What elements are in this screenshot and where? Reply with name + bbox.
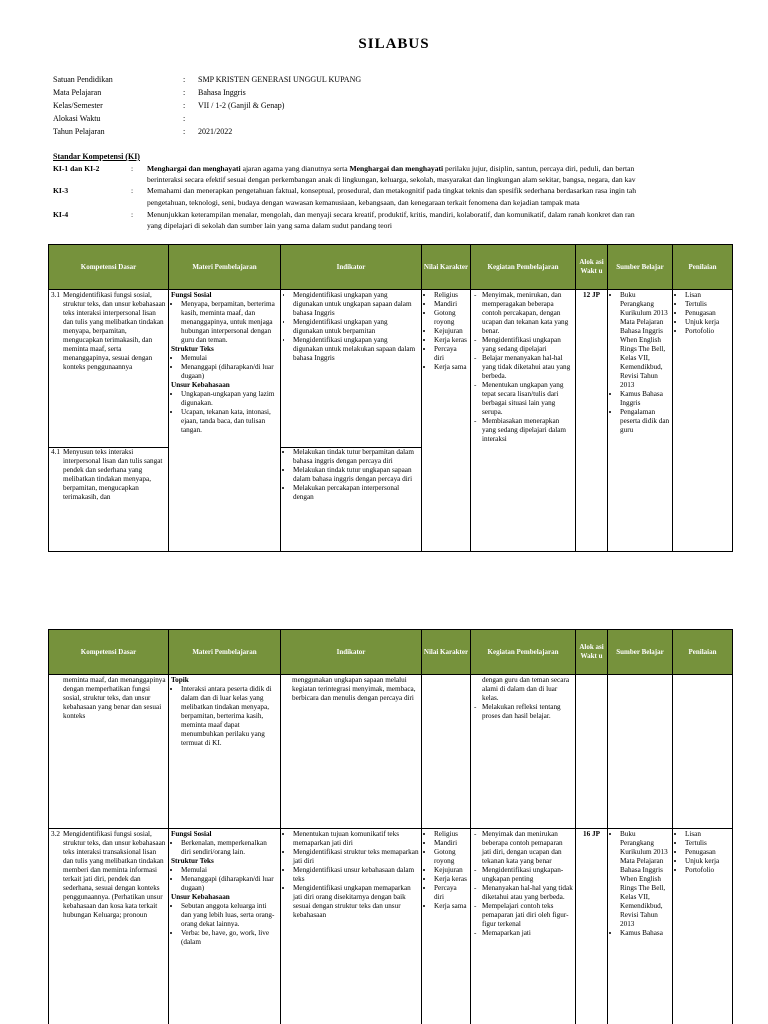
- cell-penilaian: [673, 675, 733, 829]
- document-page: SILABUS Satuan Pendidikan : SMP KRISTEN GENERASI UNGGUL KUPANG Mata Pelajaran : Bahasa Inggris Kelas/Semester : VII / 1-2 (Ganjil & Genap) Alokasi Waktu : Tahun Pelajaran : 2021/2022 Standar Kompetensi (KI) KI-1 dan KI-2 : Menghargai dan menghayati ajaran agama yang dianutnya serta Menghargai dan menghayati perilaku jujur, disiplin, santun, percaya diri, peduli, dan bertan berinteraksi secara efektif sesuai dengan perkembangan anak di lingkungan, keluarga, sekolah, masyarakat dan lingkungan alam sekitar, bangsa, negara, dan kav KI-3 : Memahami dan menerapkan pengetahuan faktual, konseptual, prosedural, dan metakognitif pada tingkat teknis dan spesifik sederhana berdasarkan rasa ingin tah pengetahuan, teknologi, seni, budaya dengan wawasan kemanusiaan, kebangsaan, dan kenegaraan terkait fenomena dan kejadian tampak mata KI-4 : Menunjukkan keterampilan menalar, mengolah, dan menyaji secara kreatif, produktif, kritis, mandiri, kolaboratif, dan komunikatif, dalam ranah konkret dan ran yang dipelajari di sekolah dan sumber lain yang sama dalam sudut pandang teori Kompetensi Dasar Materi Pembelajaran Indikator Nilai Karakter Kegiatan Pembelajaran Alok asi Wakt u Sumber Belajar Penilaian 3.1 Mengidentifikasi fungsi sosial, struktur teks, dan unsur kebahasaan teks interaksi interpersonal lisan dan tulis yang melibatkan tindakan menyapa, berpamitan, mengucapkan terimakasih, dan meminta maaf, serta menanggapinya, sesuai dengan konteks penggunaannya 4.1 Menyusun teks interaksi interpersonal lisan dan tulis sangat pendek dan sederhana yang melibatkan tindakan menyapa, berpamitan, mengucapkan terimakasih, dan Fungsi Sosial • Menyapa, berpamitan, berterima kasih, meminta maaf, dan menanggapinya, untuk menjaga hubungan interpersonal dengan guru dan teman. Struktur Teks • Memulai • Menanggapi (diharapkan/di luar dugaan) Unsur Kebahasaan • Ungkapan-ungkapan yang lazim digunakan. • Ucapan, tekanan kata, intonasi, ejaan, tanda baca, dan tulisan tangan. • Mengidentifikasi ungkapan yang digunakan untuk ungkapan sapaan dalam bahasa Inggris • Mengidentifikasi ungkapan yang digunakan untuk berpamitan • Mengidentifikasi ungkapan yang digunakan untuk melakukan sapaan dalam bahasa Inggris • Melakukan tindak tutur berpamitan dalam bahasa inggris dengan percaya diri • Melakukan tindak tutur ungkapan sapaan dalam bahasa inggris dengan percaya diri • Melakukan percakapan interpersonal dengan • Religius • Mandiri • Gotong royong • Kejujuran • Kerja keras • Percaya diri • Kerja sama - Menyimak, menirukan, dan memperagakan beberapa contoh percakapan, dengan ucapan dan tekanan kata yang benar. - Mengidentifikasi ungkapan yang sedang dipelajari - Belajar menanyakan hal-hal yang tidak diketahui atau yang berbeda. - Menentukan ungkapan yang tepat secara lisan/tulis dari berbagai situasi lain yang serupa. - Membiasakan menerapkan yang sedang dipelajari dalam interaksi 12 JP • Buku Perangkang Kurikulum 2013 Mata Pelajaran Bahasa Inggris When English Rings The Bell, Kelas VII, Kemendikbud, Revisi Tahun 2013 • Kamus Bahasa Inggris • Pengalaman peserta didik dan guru • Lisan • Tertulis • Penugasan • Unjuk kerja • Portofolio Kompetensi Dasar Materi Pembelajaran Indikator Nilai Karakter Kegiatan Pembelajaran Alok asi Wakt u Sumber Belajar Penilaian meminta maaf, dan menanggapinya dengan memperhatikan fungsi sosial, struktur teks, dan unsur kebahasaan yang benar dan sesuai konteks Topik • Interaksi antara peserta didik di dalam dan di luar kelas yang melibatkan tindakan menyapa, berpamitan, berterima kasih, meminta maaf dapat menumbuhkan perilaku yang termuat di KI. menggunakan ungkapan sapaan melalui kegiatan terintegrasi menyimak, membaca, berbicara dan menulis dengan percaya diri dengan guru dan teman secara alami di dalam dan di luar kelas. - Melakukan refleksi tentang proses dan hasil belajar. 3.2 Mengidentifikasi fungsi sosial, struktur teks, dan unsur kebahasaan teks interaksi transaksional lisan dan tulis yang melibatkan tindakan memberi dan meminta informasi terkait jati diri, pendek dan sederhana, sesuai dengan konteks penggunaannya. (Perhatikan unsur kebahasaan dan kosa kata terkait hubungan Keluarga; pronoun Fungsi Sosial • Berkenalan, memperkenalkan diri sendiri/orang lain. Struktur Teks • Memulai • Menanggapi (diharapkan/di luar dugaan) Unsur Kebahasaan • Sebutan anggota keluarga inti dan yang lebih luas, serta orang-orang dekat lainnya. • Verba: be, have, go, work, live (dalam • Menentukan tujuan komunikatif teks memaparkan jati diri • Mengidentifikasi struktur teks memaparkan jati diri • Mengidentifikasi unsur kebahasaan dalam teks • Mengidentifikasi ungkapan memaparkan jati diri orang disekitarnya dengan baik sesuai dengan struktur teks dan unsur kebahasaan • Religius • Mandiri • Gotong royong • Kejujuran • Kerja keras • Percaya diri • Kerja sama - Menyimak dan menirukan beberapa contoh pemaparan jati diri, dengan ucapan dan tekanan kata yang benar - Mengidentifikasi ungkapan-ungkapan penting - Menanyakan hal-hal yang tidak diketahui atau yang berbeda. - Mempelajari contoh teks pemaparan jati diri oleh figur-figur terkenal - Memaparkan jati 16 JP • Buku Perangkang Kurikulum 2013 Mata Pelajaran Bahasa Inggris When English Rings The Bell, Kelas VII, Kemendikbud, Revisi Tahun 2013 • Kamus Bahasa • Lisan • Tertulis • Penugasan • Unjuk kerja • Portofolio: [0, 0, 768, 1024]
- table-header-row: [49, 245, 733, 290]
- header-kegiatan: Kegiatan Pembelajaran: [471, 245, 576, 290]
- header-penilaian: Penilaian: [673, 245, 733, 290]
- cell-materi: Fungsi Sosial • Menyapa, berpamitan, berterima kasih, meminta maaf, dan menanggapinya, untuk menjaga hubungan interpersonal dengan guru dan teman. Struktur Teks • Memulai • Menanggapi (diharapkan/di luar dugaan) Unsur Kebahasaan • Ungkapan-ungkapan yang lazim digunakan. • Ucapan, tekanan kata, intonasi, ejaan, tanda baca, dan tulisan tangan.: [169, 290, 281, 552]
- header-alokasi: Alok asi Wakt u: [576, 245, 608, 290]
- table-row: [49, 829, 733, 1024]
- cell-nilai: [422, 675, 471, 829]
- header-penilaian: Penilaian: [673, 630, 733, 675]
- info-label: Tahun Pelajaran: [53, 127, 105, 136]
- cell-sumber: • Buku Perangkang Kurikulum 2013 Mata Pelajaran Bahasa Inggris When English Rings The Bell, Kelas VII, Kemendikbud, Revisi Tahun 2013 • Kamus Bahasa Inggris • Pengalaman peserta didik dan guru: [608, 290, 673, 552]
- header-alokasi: Alok asi Wakt u: [576, 630, 608, 675]
- info-label: Alokasi Waktu: [53, 114, 101, 123]
- cell-penilaian: • Lisan • Tertulis • Penugasan • Unjuk kerja • Portofolio: [673, 829, 733, 1024]
- info-value: 2021/2022: [198, 127, 233, 136]
- header-sumber: Sumber Belajar: [608, 245, 673, 290]
- header-materi: Materi Pembelajaran: [169, 245, 281, 290]
- cell-indikator: menggunakan ungkapan sapaan melalui kegiatan terintegrasi menyimak, membaca, berbicara dan menulis dengan percaya diri: [281, 675, 422, 829]
- header-kegiatan: Kegiatan Pembelajaran: [471, 630, 576, 675]
- info-label: Kelas/Semester: [53, 101, 103, 110]
- cell-nilai: • Religius • Mandiri • Gotong royong • Kejujuran • Kerja keras • Percaya diri • Kerja sama: [422, 829, 471, 1024]
- info-value: SMP KRISTEN GENERASI UNGGUL KUPANG: [198, 75, 362, 84]
- cell-alokasi: 12 JP: [576, 290, 608, 552]
- cell-kegiatan: dengan guru dan teman secara alami di dalam dan di luar kelas. - Melakukan refleksi tentang proses dan hasil belajar.: [471, 675, 576, 829]
- table-row: [49, 675, 733, 829]
- cell-sumber: • Buku Perangkang Kurikulum 2013 Mata Pelajaran Bahasa Inggris When English Rings The Bell, Kelas VII, Kemendikbud, Revisi Tahun 2013 • Kamus Bahasa: [608, 829, 673, 1024]
- table-header-row: [49, 630, 733, 675]
- syllabus-table-1: [48, 244, 733, 552]
- cell-nilai: • Religius • Mandiri • Gotong royong • Kejujuran • Kerja keras • Percaya diri • Kerja sama: [422, 290, 471, 552]
- header-kd: Kompetensi Dasar: [49, 245, 169, 290]
- page-title: SILABUS: [358, 36, 430, 52]
- header-indikator: Indikator: [281, 245, 422, 290]
- syllabus-table-2: [48, 629, 733, 1024]
- cell-materi: Topik • Interaksi antara peserta didik di dalam dan di luar kelas yang melibatkan tindakan menyapa, berpamitan, berterima kasih, meminta maaf dapat menumbuhkan perilaku yang termuat di KI.: [169, 675, 281, 829]
- cell-kegiatan: - Menyimak, menirukan, dan memperagakan beberapa contoh percakapan, dengan ucapan dan tekanan kata yang benar. - Mengidentifikasi ungkapan yang sedang dipelajari - Belajar menanyakan hal-hal yang tidak diketahui atau yang berbeda. - Menentukan ungkapan yang tepat secara lisan/tulis dari berbagai situasi lain yang serupa. - Membiasakan menerapkan yang sedang dipelajari dalam interaksi: [471, 290, 576, 552]
- table-row: [49, 290, 733, 552]
- cell-alokasi: [576, 675, 608, 829]
- cell-kd: 3.2 Mengidentifikasi fungsi sosial, struktur teks, dan unsur kebahasaan teks interaksi transaksional lisan dan tulis yang melibatkan tindakan memberi dan meminta informasi terkait jati diri, pendek dan sederhana, sesuai dengan konteks penggunaannya. (Perhatikan unsur kebahasaan dan kosa kata terkait hubungan Keluarga; pronoun: [49, 829, 169, 1024]
- header-materi: Materi Pembelajaran: [169, 630, 281, 675]
- cell-indikator: • Mengidentifikasi ungkapan yang digunakan untuk ungkapan sapaan dalam bahasa Inggris • Mengidentifikasi ungkapan yang digunakan untuk berpamitan • Mengidentifikasi ungkapan yang digunakan untuk melakukan sapaan dalam bahasa Inggris • Melakukan tindak tutur berpamitan dalam bahasa inggris dengan percaya diri • Melakukan tindak tutur ungkapan sapaan dalam bahasa inggris dengan percaya diri • Melakukan percakapan interpersonal dengan: [281, 290, 422, 552]
- header-nilai: Nilai Karakter: [422, 630, 471, 675]
- cell-alokasi: 16 JP: [576, 829, 608, 1024]
- info-label: Mata Pelajaran: [53, 88, 102, 97]
- ki-heading: Standar Kompetensi (KI): [53, 152, 140, 161]
- info-label: Satuan Pendidikan: [53, 75, 113, 84]
- cell-kd: 3.1 Mengidentifikasi fungsi sosial, struktur teks, dan unsur kebahasaan teks interaksi interpersonal lisan dan tulis yang melibatkan tindakan menyapa, berpamitan, mengucapkan terimakasih, dan meminta maaf, serta menanggapinya, sesuai dengan konteks penggunaannya 4.1 Menyusun teks interaksi interpersonal lisan dan tulis sangat pendek dan sederhana yang melibatkan tindakan menyapa, berpamitan, mengucapkan terimakasih, dan: [49, 290, 169, 552]
- cell-materi: Fungsi Sosial • Berkenalan, memperkenalkan diri sendiri/orang lain. Struktur Teks • Memulai • Menanggapi (diharapkan/di luar dugaan) Unsur Kebahasaan • Sebutan anggota keluarga inti dan yang lebih luas, serta orang-orang dekat lainnya. • Verba: be, have, go, work, live (dalam: [169, 829, 281, 1024]
- cell-penilaian: • Lisan • Tertulis • Penugasan • Unjuk kerja • Portofolio: [673, 290, 733, 552]
- header-indikator: Indikator: [281, 630, 422, 675]
- cell-kegiatan: - Menyimak dan menirukan beberapa contoh pemaparan jati diri, dengan ucapan dan tekanan kata yang benar - Mengidentifikasi ungkapan-ungkapan penting - Menanyakan hal-hal yang tidak diketahui atau yang berbeda. - Mempelajari contoh teks pemaparan jati diri oleh figur-figur terkenal - Memaparkan jati: [471, 829, 576, 1024]
- header-kd: Kompetensi Dasar: [49, 630, 169, 675]
- cell-kd: meminta maaf, dan menanggapinya dengan memperhatikan fungsi sosial, struktur teks, dan unsur kebahasaan yang benar dan sesuai konteks: [49, 675, 169, 829]
- info-value: Bahasa Inggris: [198, 88, 246, 97]
- header-sumber: Sumber Belajar: [608, 630, 673, 675]
- info-value: VII / 1-2 (Ganjil & Genap): [198, 101, 285, 110]
- header-nilai: Nilai Karakter: [422, 245, 471, 290]
- cell-sumber: [608, 675, 673, 829]
- cell-indikator: • Menentukan tujuan komunikatif teks memaparkan jati diri • Mengidentifikasi struktur teks memaparkan jati diri • Mengidentifikasi unsur kebahasaan dalam teks • Mengidentifikasi ungkapan memaparkan jati diri orang disekitarnya dengan baik sesuai dengan struktur teks dan unsur kebahasaan: [281, 829, 422, 1024]
